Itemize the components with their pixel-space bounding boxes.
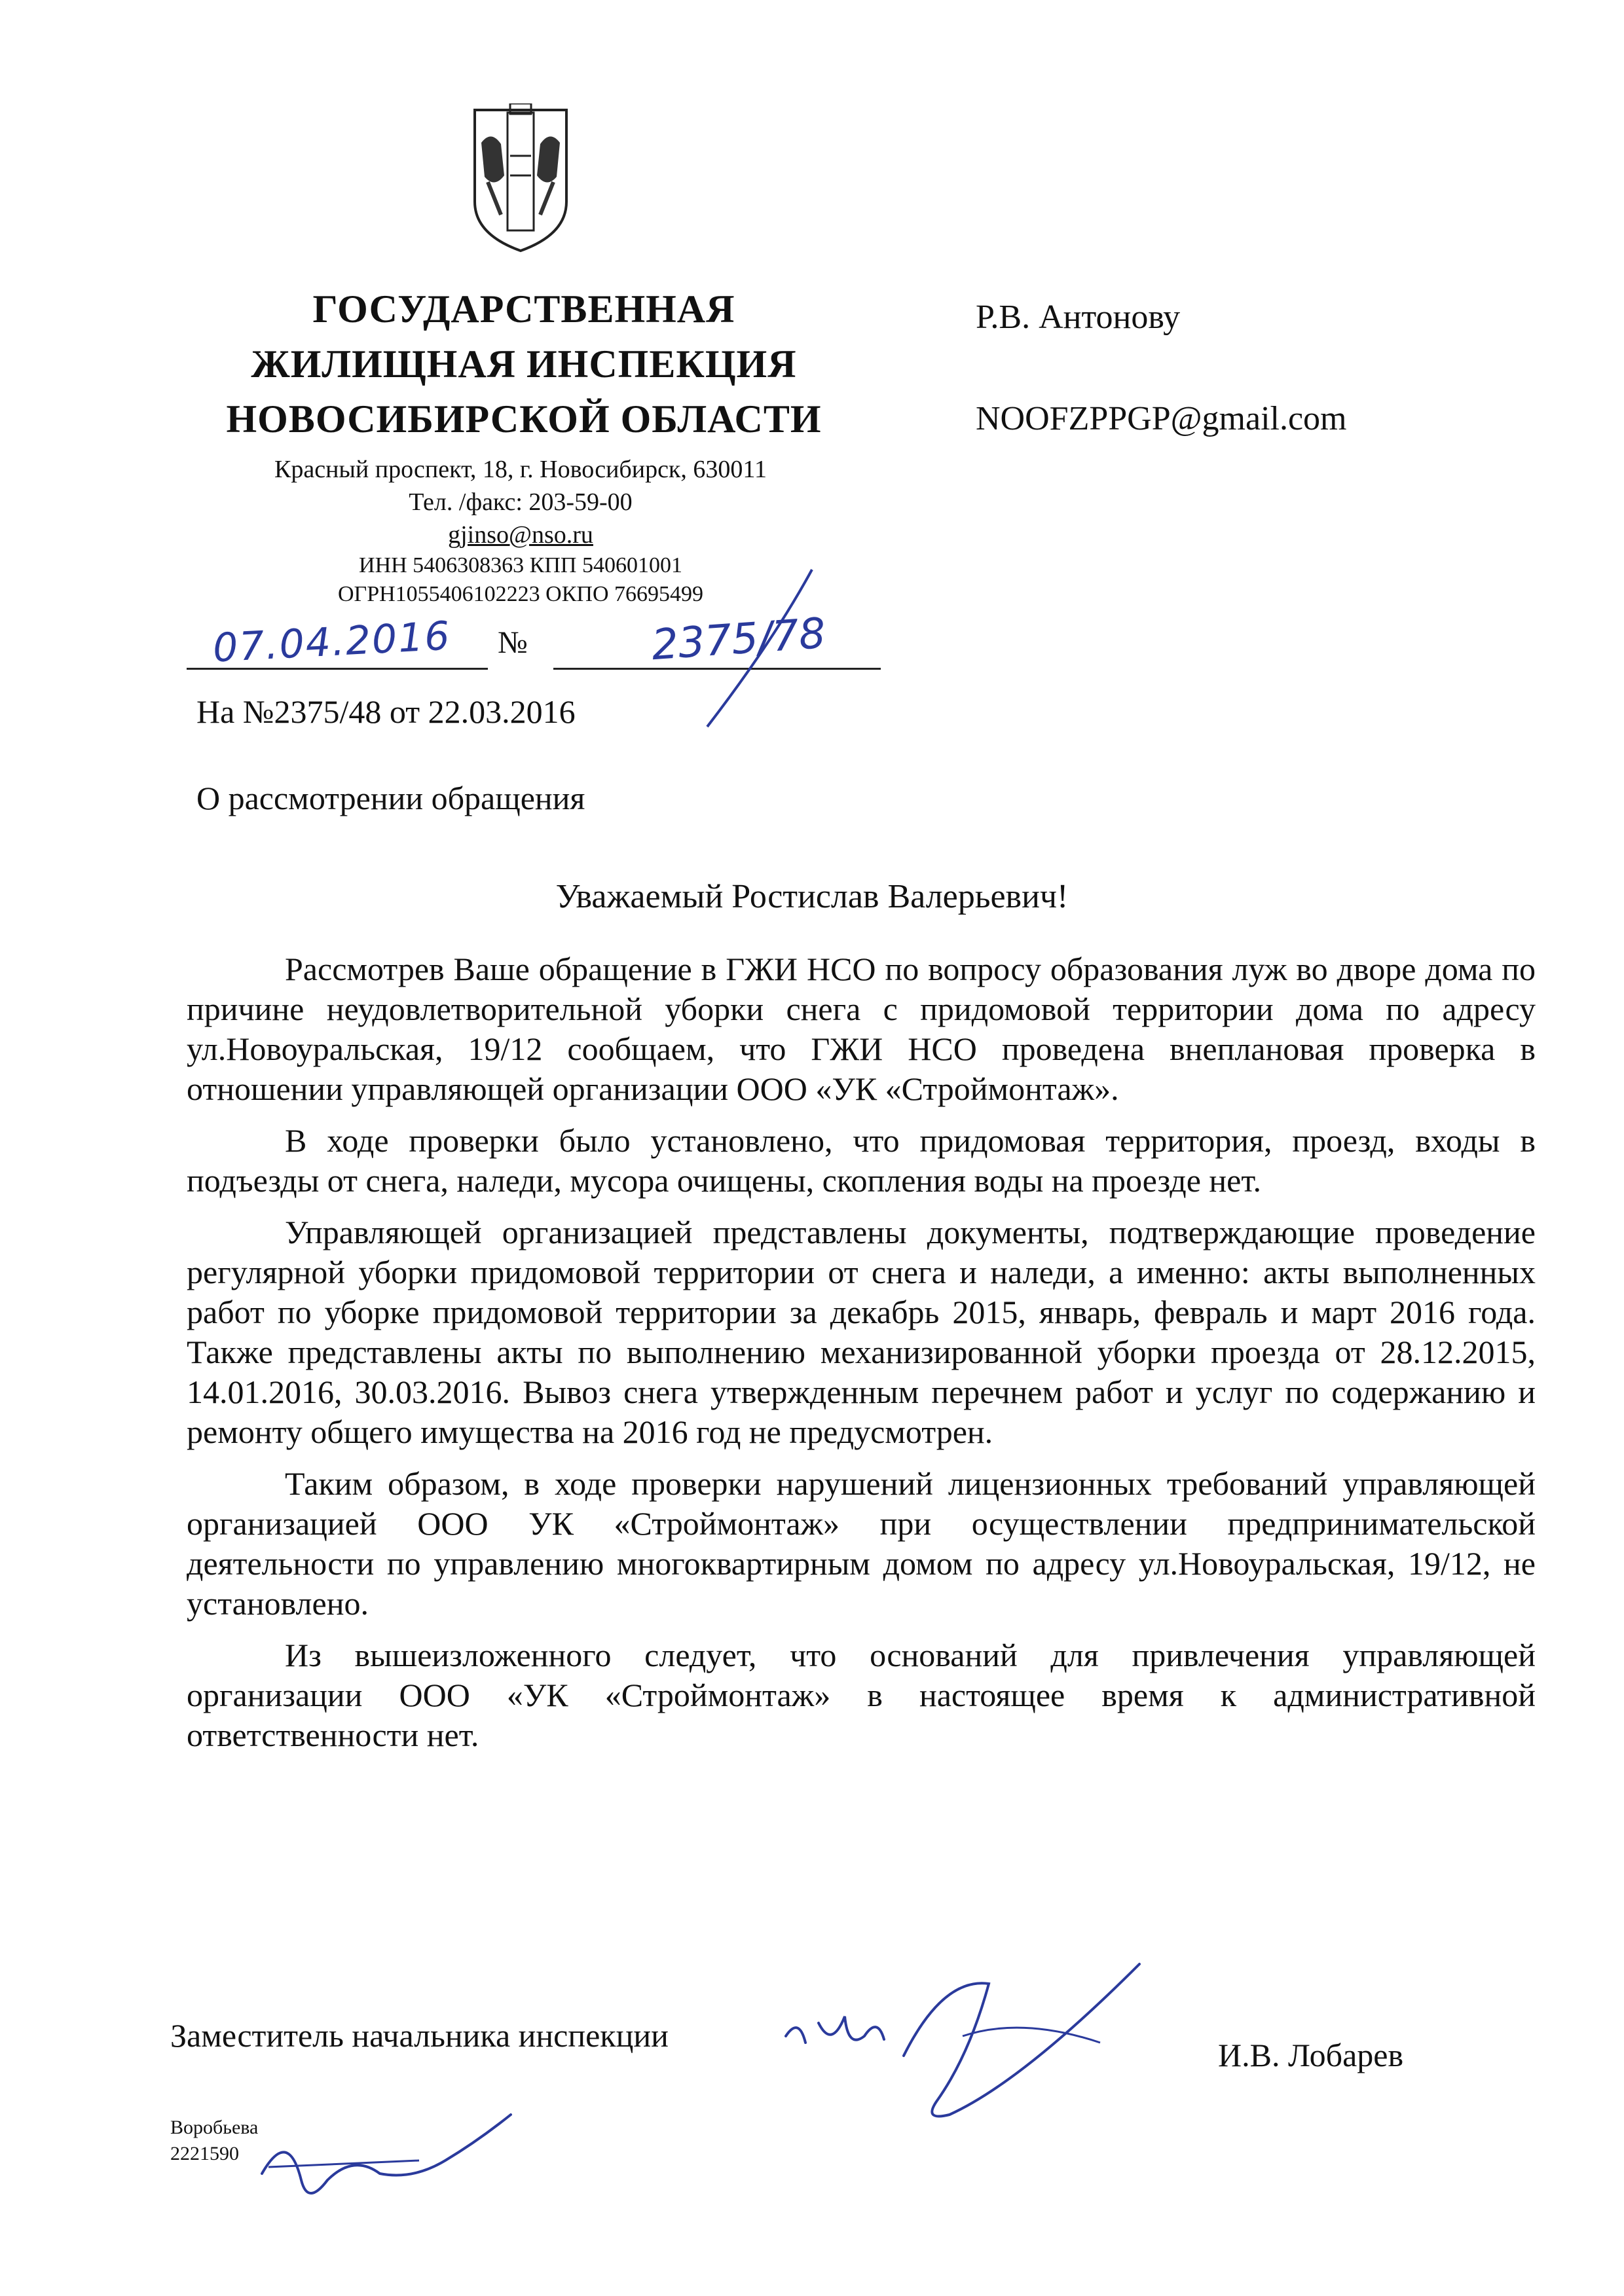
outgoing-number-handwritten: 2375/78 [650, 609, 828, 670]
recipient-name: Р.В. Антонову [976, 299, 1181, 336]
performer-signature [249, 2102, 524, 2219]
body-paragraph: В ходе проверки было установлено, что придомовая территория, проезд, входы в подъезды от снега, наледи, мусора очищены, скопления воды на проезде нет. [187, 1122, 1536, 1199]
signatory-name: И.В. Лобарев [1218, 2037, 1404, 2073]
pen-stroke-mark [694, 563, 825, 733]
org-name-line: ГОСУДАРСТВЕННАЯ [312, 287, 735, 331]
outgoing-date-field [187, 615, 488, 670]
outgoing-date-handwritten: 07.04.2016 [212, 613, 452, 672]
letter-body [187, 949, 1536, 1767]
body-paragraph: Таким образом, в ходе проверки нарушений лицензионных требований управляющей организацией ООО УК «Строймонтаж» при осуществлении предпринимательской деятельности по управлению многоквартирным домом по адресу ул.Новоуральская, 19/12, не установлено. [187, 1465, 1536, 1622]
body-paragraph: Управляющей организацией представлены документы, подтверждающие проведение регулярной уборки придомовой территории от снега и наледи, а именно: акты выполненных работ по уборке придомовой территории за декабрь 2015, январь, февраль и март 2016 года. Также представлены акты по выполнению механизированной уборки проезда от 28.12.2015, 14.01.2016, 30.03.2016. Вывоз снега утвержденным перечнем работ и услуг по содержанию и ремонту общего имущества на 2016 год не предусмотрен. [187, 1214, 1536, 1450]
coat-of-arms-emblem [455, 103, 586, 254]
org-name-line: НОВОСИБИРСКОЙ ОБЛАСТИ [226, 397, 822, 441]
org-phone: Тел. /факс: 203-59-00 [409, 488, 633, 516]
recipient-email: NOOFZPPGP@gmail.com [976, 400, 1347, 437]
performer-phone: 2221590 [170, 2143, 239, 2164]
org-name-line: ЖИЛИЩНАЯ ИНСПЕКЦИЯ [251, 342, 797, 386]
in-reply-to: На №2375/48 от 22.03.2016 [196, 693, 576, 730]
number-sign: № [498, 625, 528, 660]
org-address: Красный проспект, 18, г. Новосибирск, 630011 [274, 456, 767, 483]
org-ogrn-okpo: ОГРН1055406102223 ОКПО 76695499 [337, 582, 703, 606]
body-paragraph: Рассмотрев Ваше обращение в ГЖИ НСО по вопросу образования луж во дворе дома по причине неудовлетворительной уборки снега с придомовой территории дома по адресу ул.Новоуральская, 19/12 сообщаем, что ГЖИ НСО проведена внеплановая проверка в отношении управляющей организации ООО «УК «Строймонтаж». [187, 951, 1536, 1107]
letter-subject: О рассмотрении обращения [196, 780, 585, 816]
greeting: Уважаемый Ростислав Валерьевич! [555, 878, 1069, 915]
performer-name: Воробьева [170, 2117, 259, 2138]
signatory-title: Заместитель начальника инспекции [170, 2017, 669, 2054]
org-inn-kpp: ИНН 5406308363 КПП 540601001 [359, 553, 682, 577]
organization-name [167, 282, 881, 446]
performer-info [170, 2115, 258, 2167]
org-email-link[interactable]: gjinso@nso.ru [448, 521, 593, 549]
recipient-block [976, 298, 1347, 439]
handwritten-signature [773, 1938, 1179, 2134]
body-paragraph: Из вышеизложенного следует, что оснований для привлечения управляющей организации ООО «УК «Строймонтаж» в настоящее время к административной ответственности нет. [187, 1637, 1536, 1753]
